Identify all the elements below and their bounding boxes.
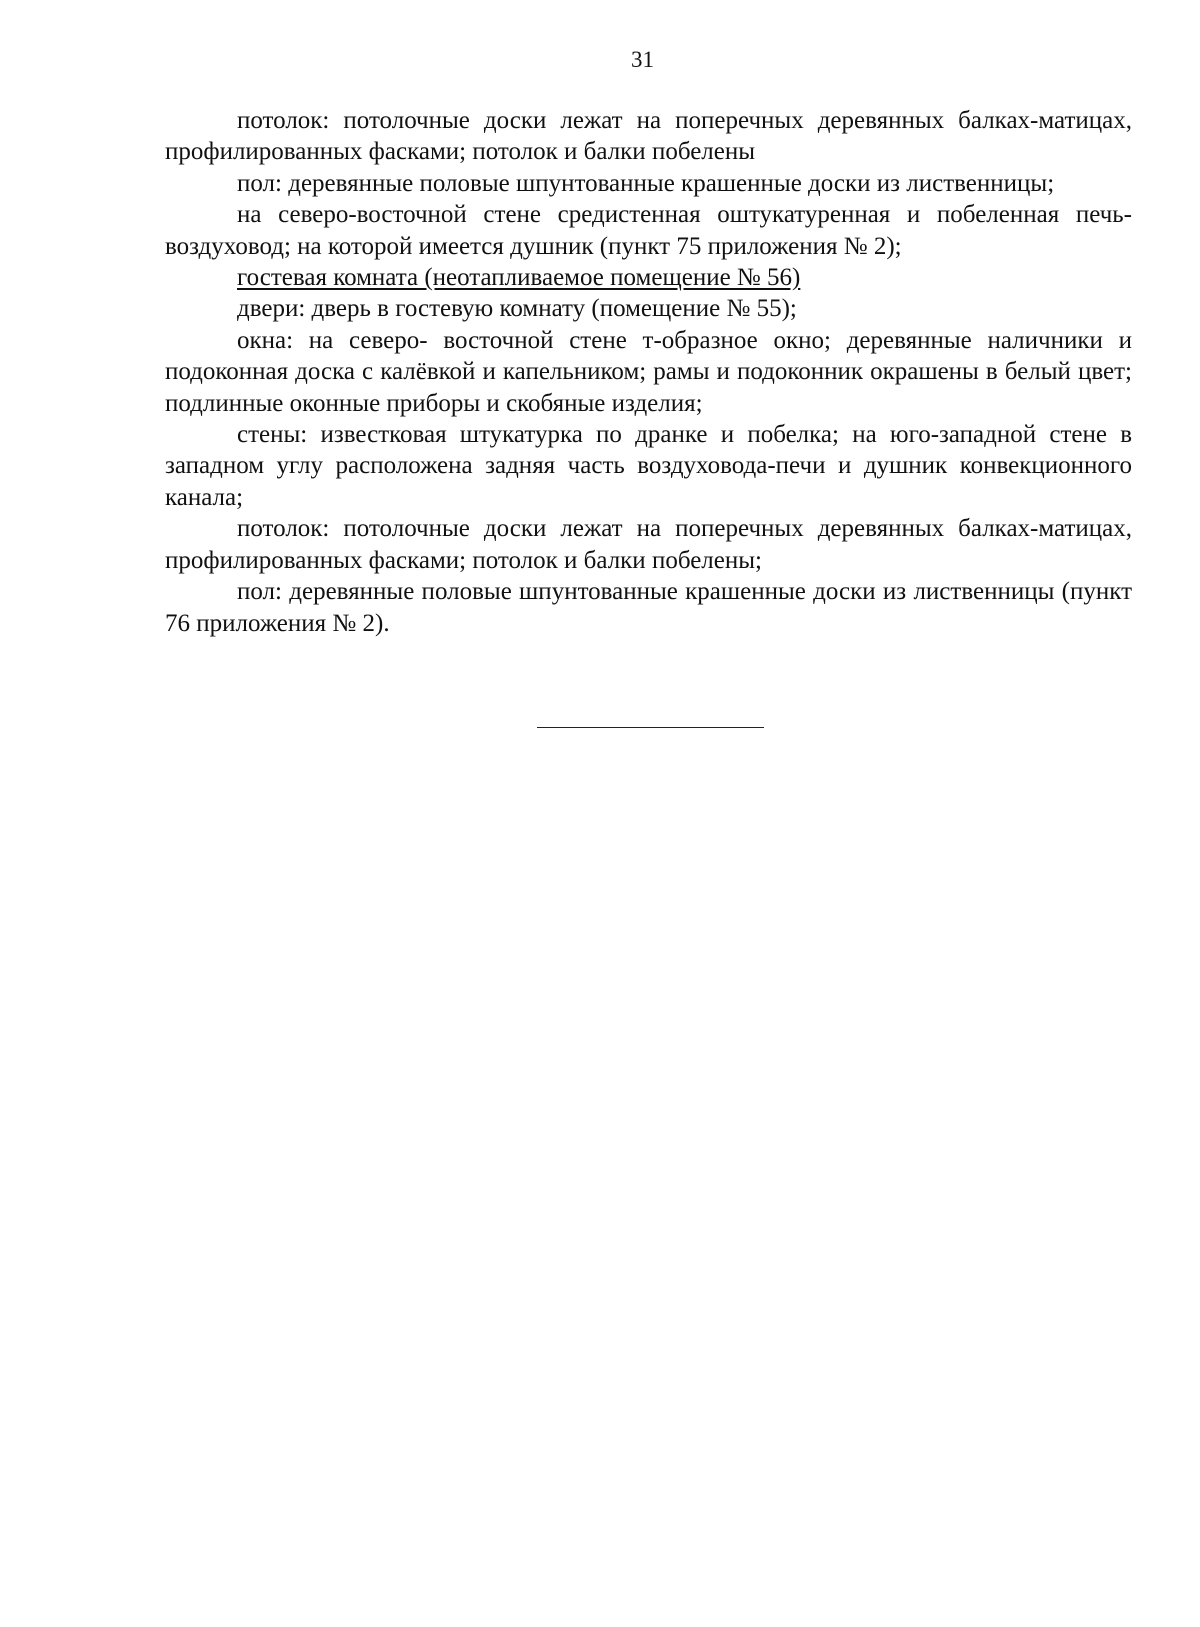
paragraph-ceiling-2 (165, 513, 1132, 576)
paragraph-text: окна: на северо- восточной стене т-образное окно; деревянные наличники и подоконная доска с калёвкой и капельником; рамы и подоконник окрашены в белый цвет; подлинные оконные приборы и скобяные изделия; (165, 326, 1132, 417)
paragraph-text: стены: известковая штукатурка по дранке и побелка; на юго-западной стене в западном углу расположена задняя часть воздуховода-печи и душник конвекционного канала; (165, 421, 1132, 511)
paragraph-floor-2 (165, 576, 1132, 639)
paragraph-ceiling (165, 105, 1132, 168)
paragraph-text: пол: деревянные половые шпунтованные крашенные доски из лиственницы; (237, 169, 1055, 197)
paragraph-text: потолок: потолочные доски лежат на поперечных деревянных балках-матицах, профилированных фасками; потолок и балки побелены (165, 107, 1132, 166)
paragraph-floor (165, 168, 1132, 199)
section-heading-text: гостевая комната (неотапливаемое помещение № 56) (237, 264, 801, 292)
end-of-document-rule (537, 727, 764, 728)
paragraph-stove (165, 199, 1132, 262)
page-number: 31 (631, 47, 654, 72)
document-body (165, 105, 1132, 639)
section-heading-guest-room (165, 262, 1132, 293)
paragraph-walls (165, 419, 1132, 513)
paragraph-text: на северо-восточной стене средистенная оштукатуренная и побеленная печь-воздуховод; на которой имеется душник (пункт 75 приложения № 2); (165, 201, 1132, 260)
paragraph-doors (165, 293, 1132, 324)
paragraph-windows (165, 325, 1132, 419)
paragraph-text: потолок: потолочные доски лежат на поперечных деревянных балках-матицах, профилированных фасками; потолок и балки побелены; (165, 515, 1132, 574)
paragraph-text: пол: деревянные половые шпунтованные крашенные доски из лиственницы (пункт 76 приложения № 2). (165, 578, 1132, 637)
paragraph-text: двери: дверь в гостевую комнату (помещение № 55); (237, 295, 797, 323)
